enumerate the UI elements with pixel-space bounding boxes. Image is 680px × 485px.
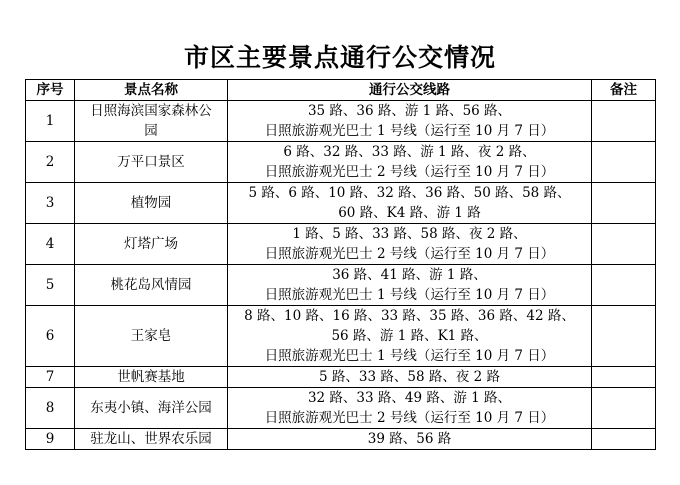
cell-spot [75, 388, 228, 429]
spot-name-line: 日照海滨国家森林公 [90, 103, 212, 119]
route-line: 日照旅游观光巴士 2 号线（运行至 10 月 7 日） [264, 410, 555, 426]
cell-no: 8 [26, 388, 75, 429]
header-spot: 景点名称 [75, 80, 228, 101]
cell-routes [228, 306, 592, 367]
cell-no: 9 [26, 429, 75, 450]
document-title: 市区主要景点通行公交情况 [183, 43, 496, 72]
route-line: 6 路、32 路、33 路、游 1 路、夜 2 路、 [283, 144, 536, 160]
header-note: 备注 [592, 80, 656, 101]
table-row [26, 367, 656, 388]
table-row [26, 265, 656, 306]
route-line: 36 路、41 路、游 1 路、 [332, 267, 487, 283]
route-line: 39 路、56 路 [367, 431, 452, 447]
route-line: 32 路、33 路、49 路、游 1 路、 [307, 390, 512, 406]
cell-note [592, 142, 656, 183]
cell-no: 7 [26, 367, 75, 388]
spot-name-line: 王家皂 [130, 328, 172, 344]
table-header-row [26, 80, 656, 101]
spot-name-line: 园 [144, 123, 158, 139]
route-line: 日照旅游观光巴士 1 号线（运行至 10 月 7 日） [264, 348, 555, 364]
route-line: 日照旅游观光巴士 2 号线（运行至 10 月 7 日） [264, 164, 555, 180]
cell-routes [228, 367, 592, 388]
spot-name-line: 驻龙山、世界农乐园 [90, 431, 212, 447]
cell-note [592, 429, 656, 450]
table-row [26, 224, 656, 265]
spot-name-line: 东夷小镇、海洋公园 [90, 400, 212, 416]
cell-routes [228, 388, 592, 429]
cell-note [592, 265, 656, 306]
table-row [26, 388, 656, 429]
route-line: 8 路、10 路、16 路、33 路、35 路、36 路、42 路、 [244, 308, 575, 324]
table-row [26, 101, 656, 142]
cell-note [592, 388, 656, 429]
cell-note [592, 306, 656, 367]
cell-routes [228, 265, 592, 306]
cell-spot [75, 429, 228, 450]
cell-spot [75, 265, 228, 306]
route-line: 1 路、5 路、33 路、58 路、夜 2 路、 [292, 226, 527, 242]
cell-no: 5 [26, 265, 75, 306]
table-row [26, 142, 656, 183]
table-body [26, 101, 656, 450]
bus-route-table [25, 79, 656, 450]
cell-spot [75, 183, 228, 224]
cell-routes [228, 224, 592, 265]
route-line: 日照旅游观光巴士 1 号线（运行至 10 月 7 日） [264, 287, 555, 303]
cell-note [592, 367, 656, 388]
route-line: 60 路、K4 路、游 1 路 [338, 205, 481, 221]
route-line: 日照旅游观光巴士 1 号线（运行至 10 月 7 日） [264, 123, 555, 139]
cell-no: 6 [26, 306, 75, 367]
cell-no: 1 [26, 101, 75, 142]
cell-spot [75, 224, 228, 265]
table-row [26, 429, 656, 450]
cell-routes [228, 142, 592, 183]
spot-name-line: 桃花岛风情园 [110, 277, 192, 293]
route-line: 35 路、36 路、游 1 路、56 路、 [307, 103, 512, 119]
cell-note [592, 224, 656, 265]
cell-note [592, 183, 656, 224]
cell-no: 4 [26, 224, 75, 265]
spot-name-line: 万平口景区 [117, 154, 185, 170]
cell-spot [75, 101, 228, 142]
cell-routes [228, 429, 592, 450]
route-line: 日照旅游观光巴士 2 号线（运行至 10 月 7 日） [264, 246, 555, 262]
cell-spot [75, 306, 228, 367]
cell-routes [228, 101, 592, 142]
cell-spot [75, 142, 228, 183]
cell-spot [75, 367, 228, 388]
route-line: 5 路、33 路、58 路、夜 2 路 [319, 369, 500, 385]
route-line: 5 路、6 路、10 路、32 路、36 路、50 路、58 路、 [248, 185, 571, 201]
cell-no: 2 [26, 142, 75, 183]
spot-name-line: 灯塔广场 [124, 236, 178, 252]
cell-routes [228, 183, 592, 224]
spot-name-line: 植物园 [130, 195, 172, 211]
route-line: 56 路、游 1 路、K1 路、 [331, 328, 488, 344]
header-no: 序号 [26, 80, 75, 101]
spot-name-line: 世帆赛基地 [117, 369, 185, 385]
cell-note [592, 101, 656, 142]
table-row [26, 183, 656, 224]
table-row [26, 306, 656, 367]
header-routes: 通行公交线路 [228, 80, 592, 101]
cell-no: 3 [26, 183, 75, 224]
